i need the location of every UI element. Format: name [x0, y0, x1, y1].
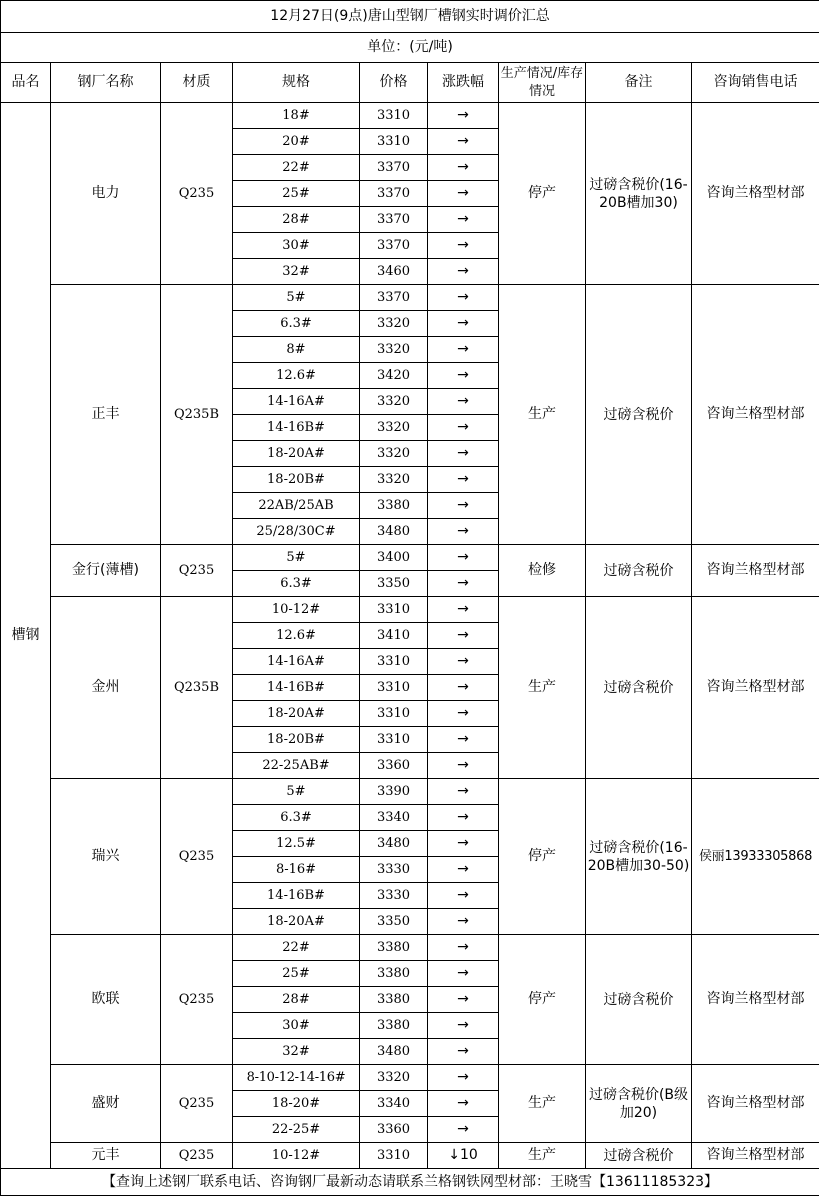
mill-phone: 咨询兰格型材部	[692, 1143, 819, 1169]
change-cell: →	[428, 623, 499, 649]
footer-note: 【查询上述钢厂联系电话、咨询钢厂最新动态请联系兰格钢铁网型材部：王晓雪【13611185323】	[1, 1169, 819, 1196]
change-cell: →	[428, 831, 499, 857]
change-cell: →	[428, 857, 499, 883]
change-cell: →	[428, 987, 499, 1013]
price-cell: 3390	[360, 779, 428, 805]
spec-cell: 6.3#	[233, 571, 360, 597]
spec-cell: 12.6#	[233, 363, 360, 389]
unit-label: 单位：(元/吨)	[1, 33, 819, 63]
spec-cell: 12.5#	[233, 831, 360, 857]
price-cell: 3330	[360, 857, 428, 883]
table-row	[1, 597, 819, 623]
mill-name: 电力	[51, 103, 161, 285]
mill-status: 停产	[499, 779, 586, 935]
spec-cell: 14-16B#	[233, 883, 360, 909]
change-cell: →	[428, 805, 499, 831]
price-cell: 3320	[360, 415, 428, 441]
spec-cell: 8-16#	[233, 857, 360, 883]
price-cell: 3350	[360, 909, 428, 935]
price-cell: 3370	[360, 181, 428, 207]
price-cell: 3310	[360, 701, 428, 727]
change-cell: →	[428, 909, 499, 935]
mill-phone: 咨询兰格型材部	[692, 597, 819, 779]
mill-phone: 侯丽13933305868	[692, 779, 819, 935]
mill-remark: 过磅含税价	[586, 285, 692, 545]
header-material: 材质	[161, 63, 233, 103]
spec-cell: 10-12#	[233, 1143, 360, 1169]
spec-cell: 22-25AB#	[233, 753, 360, 779]
price-cell: 3310	[360, 727, 428, 753]
change-cell: →	[428, 155, 499, 181]
price-cell: 3320	[360, 441, 428, 467]
price-cell: 3380	[360, 493, 428, 519]
change-cell: →	[428, 1091, 499, 1117]
spec-cell: 14-16A#	[233, 649, 360, 675]
change-cell: →	[428, 389, 499, 415]
table-row	[1, 545, 819, 571]
change-cell: →	[428, 753, 499, 779]
change-cell: →	[428, 961, 499, 987]
table-row	[1, 285, 819, 311]
change-cell: →	[428, 259, 499, 285]
table-row	[1, 1065, 819, 1091]
mill-phone: 咨询兰格型材部	[692, 103, 819, 285]
spec-cell: 22#	[233, 935, 360, 961]
header-change: 涨跌幅	[428, 63, 499, 103]
mill-name: 瑞兴	[51, 779, 161, 935]
spec-cell: 18-20#	[233, 1091, 360, 1117]
mill-name: 金州	[51, 597, 161, 779]
change-cell: →	[428, 233, 499, 259]
mill-remark: 过磅含税价(B级加20)	[586, 1065, 692, 1143]
price-cell: 3370	[360, 285, 428, 311]
mill-status: 生产	[499, 1143, 586, 1169]
mill-phone: 咨询兰格型材部	[692, 1065, 819, 1143]
header-spec: 规格	[233, 63, 360, 103]
price-cell: 3370	[360, 207, 428, 233]
change-cell: →	[428, 571, 499, 597]
price-cell: 3360	[360, 1117, 428, 1143]
price-cell: 3370	[360, 155, 428, 181]
change-cell: →	[428, 129, 499, 155]
change-cell: →	[428, 311, 499, 337]
change-cell: →	[428, 363, 499, 389]
price-cell: 3380	[360, 961, 428, 987]
change-cell: →	[428, 1013, 499, 1039]
spec-cell: 20#	[233, 129, 360, 155]
table-title: 12月27日(9点)唐山型钢厂槽钢实时调价汇总	[1, 1, 819, 33]
spec-cell: 25#	[233, 961, 360, 987]
mill-material: Q235	[161, 545, 233, 597]
spec-cell: 5#	[233, 545, 360, 571]
change-cell: →	[428, 467, 499, 493]
price-cell: 3480	[360, 831, 428, 857]
mill-material: Q235	[161, 1065, 233, 1143]
spec-cell: 32#	[233, 1039, 360, 1065]
spec-cell: 30#	[233, 233, 360, 259]
mill-material: Q235	[161, 935, 233, 1065]
price-rows	[1, 103, 819, 1169]
spec-cell: 12.6#	[233, 623, 360, 649]
table-row	[1, 1143, 819, 1169]
change-cell: →	[428, 597, 499, 623]
spec-cell: 22AB/25AB	[233, 493, 360, 519]
price-cell: 3380	[360, 1013, 428, 1039]
mill-phone: 咨询兰格型材部	[692, 545, 819, 597]
mill-remark: 过磅含税价(16-20B槽加30-50)	[586, 779, 692, 935]
mill-material: Q235	[161, 779, 233, 935]
price-cell: 3350	[360, 571, 428, 597]
change-cell: →	[428, 103, 499, 129]
spec-cell: 30#	[233, 1013, 360, 1039]
change-cell: →	[428, 285, 499, 311]
mill-material: Q235	[161, 103, 233, 285]
spec-cell: 32#	[233, 259, 360, 285]
spec-cell: 10-12#	[233, 597, 360, 623]
price-cell: 3480	[360, 519, 428, 545]
price-cell: 3310	[360, 597, 428, 623]
price-cell: 3310	[360, 103, 428, 129]
price-cell: 3310	[360, 675, 428, 701]
product-name: 槽钢	[1, 103, 51, 1169]
header-status: 生产情况/库存情况	[499, 63, 586, 103]
price-cell: 3310	[360, 649, 428, 675]
mill-status: 停产	[499, 103, 586, 285]
mill-remark: 过磅含税价	[586, 545, 692, 597]
change-cell: →	[428, 883, 499, 909]
price-cell: 3320	[360, 467, 428, 493]
spec-cell: 5#	[233, 285, 360, 311]
change-cell: →	[428, 415, 499, 441]
price-cell: 3360	[360, 753, 428, 779]
spec-cell: 18-20B#	[233, 467, 360, 493]
price-cell: 3320	[360, 1065, 428, 1091]
header-product: 品名	[1, 63, 51, 103]
change-cell: →	[428, 779, 499, 805]
table-row	[1, 103, 819, 129]
mill-material: Q235	[161, 1143, 233, 1169]
price-cell: 3340	[360, 1091, 428, 1117]
spec-cell: 18-20B#	[233, 727, 360, 753]
change-cell: →	[428, 545, 499, 571]
price-cell: 3480	[360, 1039, 428, 1065]
header-mill: 钢厂名称	[51, 63, 161, 103]
table-row	[1, 779, 819, 805]
spec-cell: 22-25#	[233, 1117, 360, 1143]
price-cell: 3310	[360, 1143, 428, 1169]
spec-cell: 14-16B#	[233, 415, 360, 441]
change-cell: →	[428, 337, 499, 363]
spec-cell: 25#	[233, 181, 360, 207]
change-cell: →	[428, 1039, 499, 1065]
header-remark: 备注	[586, 63, 692, 103]
mill-material: Q235B	[161, 285, 233, 545]
spec-cell: 18-20A#	[233, 441, 360, 467]
change-cell: →	[428, 649, 499, 675]
header-price: 价格	[360, 63, 428, 103]
spec-cell: 6.3#	[233, 805, 360, 831]
price-cell: 3380	[360, 987, 428, 1013]
spec-cell: 28#	[233, 987, 360, 1013]
change-cell: →	[428, 727, 499, 753]
change-cell: →	[428, 441, 499, 467]
spec-cell: 14-16B#	[233, 675, 360, 701]
mill-phone: 咨询兰格型材部	[692, 935, 819, 1065]
change-cell: →	[428, 935, 499, 961]
mill-status: 生产	[499, 597, 586, 779]
price-cell: 3410	[360, 623, 428, 649]
spec-cell: 18-20A#	[233, 701, 360, 727]
spec-cell: 6.3#	[233, 311, 360, 337]
mill-status: 生产	[499, 285, 586, 545]
mill-material: Q235B	[161, 597, 233, 779]
mill-name: 盛财	[51, 1065, 161, 1143]
spec-cell: 8-10-12-14-16#	[233, 1065, 360, 1091]
price-cell: 3320	[360, 389, 428, 415]
table-row	[1, 935, 819, 961]
price-cell: 3310	[360, 129, 428, 155]
change-cell: →	[428, 675, 499, 701]
spec-cell: 18-20A#	[233, 909, 360, 935]
price-cell: 3400	[360, 545, 428, 571]
change-cell: →	[428, 181, 499, 207]
mill-name: 元丰	[51, 1143, 161, 1169]
price-cell: 3330	[360, 883, 428, 909]
mill-remark: 过磅含税价	[586, 935, 692, 1065]
spec-cell: 14-16A#	[233, 389, 360, 415]
spec-cell: 25/28/30C#	[233, 519, 360, 545]
mill-name: 欧联	[51, 935, 161, 1065]
spec-cell: 18#	[233, 103, 360, 129]
mill-remark: 过磅含税价	[586, 1143, 692, 1169]
change-cell: →	[428, 1065, 499, 1091]
price-cell: 3420	[360, 363, 428, 389]
mill-status: 检修	[499, 545, 586, 597]
mill-remark: 过磅含税价	[586, 597, 692, 779]
change-cell: →	[428, 701, 499, 727]
change-cell: →	[428, 519, 499, 545]
header-phone: 咨询销售电话	[692, 63, 819, 103]
mill-name: 正丰	[51, 285, 161, 545]
price-cell: 3320	[360, 337, 428, 363]
price-cell: 3340	[360, 805, 428, 831]
spec-cell: 5#	[233, 779, 360, 805]
spec-cell: 8#	[233, 337, 360, 363]
price-cell: 3380	[360, 935, 428, 961]
mill-phone: 咨询兰格型材部	[692, 285, 819, 545]
price-cell: 3460	[360, 259, 428, 285]
mill-status: 停产	[499, 935, 586, 1065]
change-cell: →	[428, 1117, 499, 1143]
change-cell: →	[428, 493, 499, 519]
mill-status: 生产	[499, 1065, 586, 1143]
change-cell: →	[428, 207, 499, 233]
price-cell: 3370	[360, 233, 428, 259]
price-cell: 3320	[360, 311, 428, 337]
spec-cell: 22#	[233, 155, 360, 181]
mill-remark: 过磅含税价(16-20B槽加30)	[586, 103, 692, 285]
mill-name: 金行(薄槽)	[51, 545, 161, 597]
change-cell: ↓10	[428, 1143, 499, 1169]
spec-cell: 28#	[233, 207, 360, 233]
